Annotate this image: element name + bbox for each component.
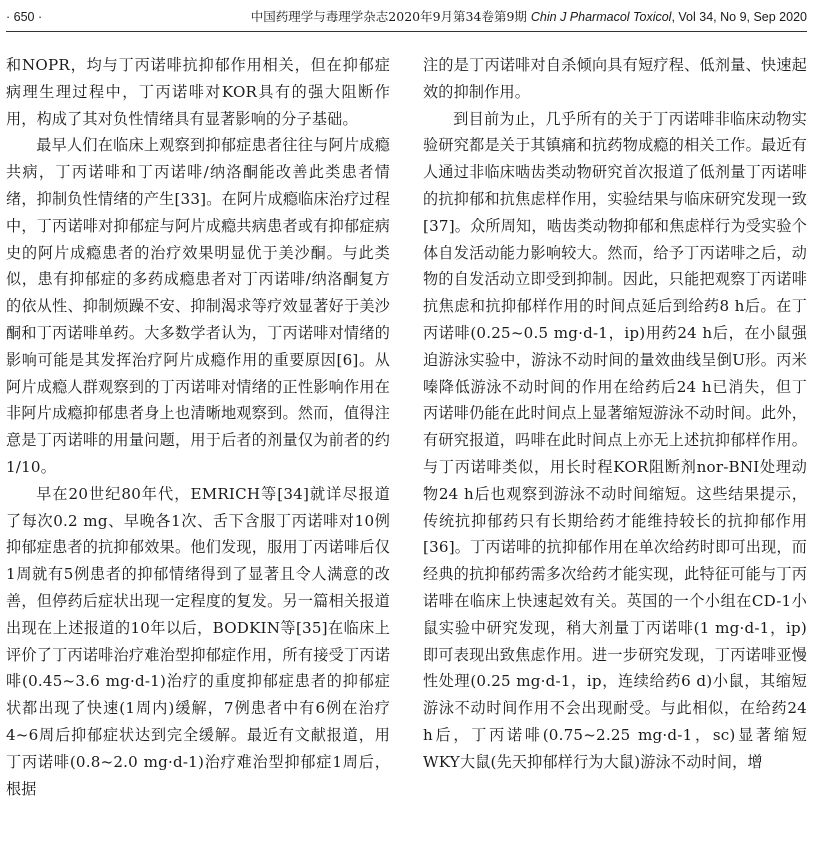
page-number: · 650 · [6,10,43,24]
journal-title-en: Chin J Pharmacol Toxicol [530,10,672,24]
header-rule [6,31,807,32]
right-column [423,52,807,776]
running-header [6,6,807,28]
paragraph: 到目前为止，几乎所有的关于丁丙诺啡非临床动物实验研究都是关于其镇痛和抗药物成瘾的相关工作。最近有人通过非临床啮齿类动物研究首次报道了低剂量丁丙诺啡的抗抑郁和抗焦虑样作用，实验结果与临床研究发现一致[37]。众所周知，啮齿类动物抑郁和焦虑样行为受实验个体自发活动能力影响较大。然而，给予丁丙诺啡之后，动物的自发活动立即受到抑制。因此，只能把观察丁丙诺啡抗焦虑和抗抑郁样作用的时间点延后到给药8 h后。在丁丙诺啡(0.25~0.5 mg·d-1，ip)用药24 h后，在小鼠强迫游泳实验中，游泳不动时间的量效曲线呈倒U形。丙米嗪降低游泳不动时间的作用在给药后24 h已消失，但丁丙诺啡仍能在此时间点上显著缩短游泳不动时间。此外，有研究报道，吗啡在此时间点上亦无上述抗抑郁样作用。与丁丙诺啡类似，用长时程KOR阻断剂nor-BNI处理动物24 h后也观察到游泳不动时间缩短。这些结果提示，传统抗抑郁药只有长期给药才能维持较长的抗抑郁作用[36]。丁丙诺啡的抗抑郁作用在单次给药时即可出现，而经典的抗抑郁药需多次给药才能实现，此特征可能与丁丙诺啡在临床上快速起效有关。英国的一个小组在CD-1小鼠实验中研究发现，稍大剂量丁丙诺啡(1 mg·d-1，ip)即可表现出致焦虑作用。进一步研究发现，丁丙诺啡亚慢性处理(0.25 mg·d-1，ip，连续给药6 d)小鼠，其缩短游泳不动时间作用不会出现耐受。与此相似，在给药24 h后，丁丙诺啡(0.75~2.25 mg·d-1，sc)显著缩短WKY大鼠(先天抑郁样行为大鼠)游泳不动时间，增 [423,109,807,771]
journal-citation [251,6,807,28]
left-column [6,52,390,802]
paragraph: 注的是丁丙诺啡对自杀倾向具有短疗程、低剂量、快速起效的抑制作用。 [423,56,807,101]
journal-title-cn: 中国药理学与毒理学杂志2020年9月第34卷第9期 [250,9,527,24]
paragraph: 和NOPR，均与丁丙诺啡抗抑郁作用相关，但在抑郁症病理生理过程中，丁丙诺啡对KOR具有的强大阻断作用，构成了其对负性情绪具有显著影响的分子基础。 [6,56,390,128]
paragraph: 早在20世纪80年代，EMRICH等[34]就详尽报道了每次0.2 mg、早晚各1次、舌下含服丁丙诺啡对10例抑郁症患者的抗抑郁效果。他们发现，服用丁丙诺啡后仅1周就有5例患者的抑郁情绪得到了显著且令人满意的改善，但停药后症状出现一定程度的复发。另一篇相关报道出现在上述报道的10年以后，BODKIN等[35]在临床上评价了丁丙诺啡治疗难治型抑郁症作用，所有接受丁丙诺啡(0.45~3.6 mg·d-1)治疗的重度抑郁症患者的抑郁症状都出现了快速(1周内)缓解，7例患者中有6例在治疗4~6周后抑郁症状达到完全缓解。最近有文献报道，用丁丙诺啡(0.8~2.0 mg·d-1)治疗难治型抑郁症1周后，根据 [6,484,390,798]
paragraph: 最早人们在临床上观察到抑郁症患者往往与阿片成瘾共病，丁丙诺啡和丁丙诺啡/纳洛酮能改善此类患者情绪，抑制负性情绪的产生[33]。在阿片成瘾临床治疗过程中，丁丙诺啡对抑郁症与阿片成瘾共病患者或有抑郁症病史的阿片成瘾患者的治疗效果明显优于美沙酮。与此类似，患有抑郁症的多药成瘾患者对丁丙诺啡/纳洛酮复方的依从性、抑制烦躁不安、抑制渴求等疗效显著好于美沙酮和丁丙诺啡单药。大多数学者认为，丁丙诺啡对情绪的影响可能是其发挥治疗阿片成瘾作用的重要原因[6]。从阿片成瘾人群观察到的丁丙诺啡对情绪的正性影响作用在非阿片成瘾抑郁患者身上也清晰地观察到。然而，值得注意是丁丙诺啡的用量问题，用于后者的剂量仅为前者的约1/10。 [6,136,390,476]
journal-issue: , Vol 34, No 9, Sep 2020 [671,10,807,24]
